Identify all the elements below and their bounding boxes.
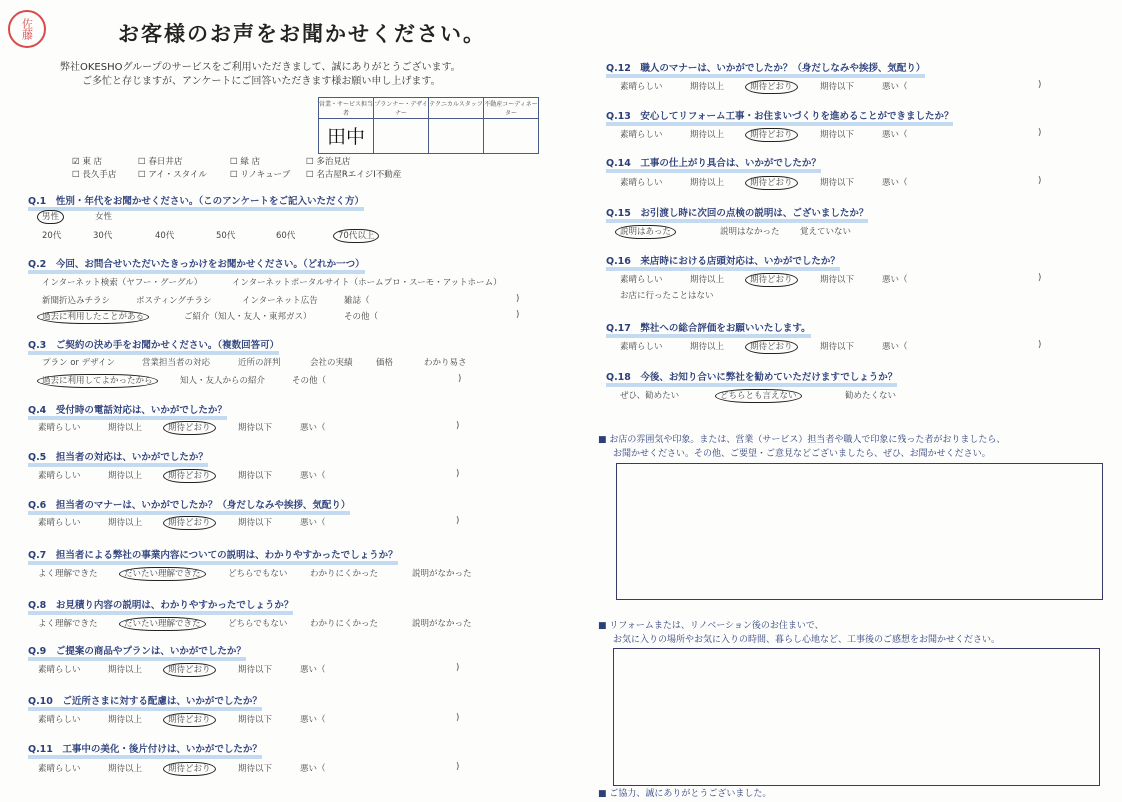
answer-option-label: 期待以上 (690, 342, 725, 352)
question-number: Q.13 (606, 111, 631, 122)
answer-option-label: 悪い（ (882, 275, 908, 285)
question-text: 来店時における店頭対応は、いかがでしたか？ (640, 256, 840, 267)
paren-close: ) (456, 762, 460, 772)
answer-option-label: 悪い（ (300, 471, 326, 481)
answer-option-label: 期待以下 (820, 275, 855, 285)
answer-option[interactable] (310, 617, 378, 629)
comment2-textarea[interactable] (613, 648, 1100, 786)
answer-option-selected: 期待どおり (163, 421, 216, 435)
q1-option[interactable]: 30代 (93, 231, 113, 241)
answer-option[interactable] (238, 663, 272, 675)
answer-option-label: どちらでもない (228, 569, 288, 579)
q1-option[interactable]: 60代 (276, 231, 296, 241)
answer-option[interactable] (238, 762, 272, 774)
answer-option[interactable] (690, 80, 724, 92)
answer-option-selected: 期待どおり (163, 663, 216, 677)
answer-option-label: どちらでもない (228, 619, 288, 629)
question-text: 担当者のマナーは、いかがでしたか？（身だしなみや挨拶、気配り） (55, 500, 351, 511)
answer-option[interactable] (720, 225, 780, 237)
question-title (28, 547, 398, 565)
answer-option[interactable] (168, 713, 216, 725)
answer-option[interactable] (168, 762, 216, 774)
question-text: 担当者による弊社の事業内容についての説明は、わかりやすかったでしょうか？ (55, 550, 398, 561)
answer-option[interactable] (124, 567, 206, 579)
answer-option[interactable] (690, 273, 724, 285)
paren-close: ) (1038, 273, 1042, 283)
q3-option[interactable]: わかり易さ (424, 358, 467, 368)
answer-option-label: 期待以下 (238, 764, 273, 774)
answer-option[interactable] (820, 176, 854, 188)
answer-option-label: 期待以下 (820, 342, 855, 352)
paren-close: ) (516, 294, 520, 304)
q2-option-selected[interactable]: 過去に利用したことがある (37, 310, 149, 324)
staff-name-handwritten: 田中 (326, 126, 365, 148)
answer-option-label: 悪い（ (882, 342, 908, 352)
answer-option[interactable] (300, 469, 326, 481)
answer-option[interactable] (820, 80, 854, 92)
q1-option[interactable]: 40代 (155, 231, 175, 241)
answer-option-label: わかりにくかった (310, 569, 379, 579)
answer-option[interactable] (168, 663, 216, 675)
answer-option-label: 素晴らしい (38, 518, 81, 528)
question-number: Q.17 (606, 323, 631, 334)
answer-option[interactable] (620, 80, 663, 92)
answer-option[interactable] (38, 516, 81, 528)
question-text: 担当者の対応は、いかがでしたか？ (55, 452, 208, 463)
answer-option[interactable] (750, 80, 798, 92)
answer-option-label: 期待以下 (820, 130, 855, 140)
question-number: Q.5 (28, 452, 47, 463)
question-title (606, 369, 897, 387)
question-text: 安心してリフォーム工事・お住まいづくりを進めることができましたか？ (640, 111, 954, 122)
staff-header: 営業・サービス担当者 (319, 98, 374, 119)
answer-option-label: 勧めたくない (845, 391, 897, 401)
answer-option[interactable] (820, 273, 854, 285)
answer-option[interactable] (882, 273, 908, 285)
answer-option[interactable] (238, 421, 272, 433)
intro-line-1: 弊社OKESHOグループのサービスをご利用いただきまして、誠にありがとうございます。 (60, 62, 461, 73)
store-label: リノキューブ (240, 170, 291, 180)
answer-option[interactable] (38, 713, 81, 725)
answer-option[interactable] (820, 340, 854, 352)
answer-option-label: 悪い（ (300, 665, 326, 675)
q1-title: Q.1 性別・年代をお聞かせください。（このアンケートをご記入いただく方） (28, 193, 364, 211)
answer-option-label: 素晴らしい (38, 471, 81, 481)
answer-option[interactable] (108, 469, 142, 481)
answer-option-label: 期待以下 (238, 518, 273, 528)
answer-option-selected: 期待どおり (745, 340, 798, 354)
answer-option[interactable] (168, 421, 216, 433)
question-text: ご近所さまに対する配慮は、いかがでしたか？ (62, 696, 262, 707)
question-text: お見積り内容の説明は、わかりやすかったでしょうか？ (55, 600, 294, 611)
staff-header: テクニカルスタッフ (429, 98, 484, 119)
store-label: 長久手店 (82, 170, 117, 180)
answer-option-selected: 期待どおり (163, 516, 216, 530)
answer-option[interactable] (882, 340, 908, 352)
q1-option[interactable]: 女性 (95, 212, 113, 222)
answer-option-selected: 期待どおり (745, 128, 798, 142)
answer-option[interactable] (108, 421, 142, 433)
answer-option-label: 素晴らしい (620, 178, 663, 188)
answer-option[interactable] (124, 617, 206, 629)
checkbox-icon[interactable]: ☐ (72, 170, 80, 180)
question-title (606, 253, 840, 271)
question-text: 受付時の電話対応は、いかがでしたか？ (55, 405, 227, 416)
store-label: 春日井店 (148, 157, 183, 167)
question-number: Q.4 (28, 405, 47, 416)
answer-option[interactable] (620, 389, 679, 401)
question-text: 今後、お知り合いに弊社を勧めていただけますでしょうか？ (640, 372, 898, 383)
question-number: Q.14 (606, 158, 631, 169)
answer-option[interactable] (690, 128, 724, 140)
paren-close: ) (458, 374, 462, 384)
answer-option-label: 期待以下 (238, 471, 273, 481)
answer-option[interactable] (750, 273, 798, 285)
answer-option[interactable] (620, 128, 663, 140)
answer-option-label: 素晴らしい (38, 665, 81, 675)
answer-option[interactable] (690, 176, 724, 188)
answer-option[interactable] (300, 516, 326, 528)
answer-option[interactable] (882, 128, 908, 140)
answer-option-label: 素晴らしい (620, 342, 663, 352)
question-number: Q.9 (28, 646, 47, 657)
answer-option-label: 期待以上 (108, 423, 143, 433)
store-option[interactable] (230, 155, 260, 167)
answer-option[interactable] (108, 663, 142, 675)
answer-option-label: 悪い（ (882, 130, 908, 140)
question-number: Q.10 (28, 696, 53, 707)
intro-line-2: ご多忙と存じますが、アンケートにご回答いただきます様お願い申し上げます。 (82, 76, 441, 87)
answer-option[interactable] (820, 128, 854, 140)
answer-option[interactable] (108, 713, 142, 725)
answer-option-label: 素晴らしい (620, 82, 663, 92)
answer-option[interactable] (228, 617, 287, 629)
answer-option[interactable]: お店に行ったことはない (620, 291, 714, 301)
answer-option[interactable] (168, 516, 216, 528)
question-text: ご提案の商品やプランは、いかがでしたか？ (55, 646, 246, 657)
question-number: Q.7 (28, 550, 47, 561)
question-number: Q.16 (606, 256, 631, 267)
answer-option-label: 期待以上 (108, 665, 143, 675)
paren-close: ) (456, 516, 460, 526)
question-text: お引渡し時に次回の点検の説明は、ございましたか？ (640, 208, 869, 219)
question-title (606, 108, 953, 126)
answer-option-selected: 期待どおり (745, 80, 798, 94)
answer-option[interactable] (300, 762, 326, 774)
answer-option[interactable] (38, 617, 98, 629)
checkbox-icon[interactable]: ☐ (230, 157, 238, 167)
question-title (28, 693, 262, 711)
answer-option[interactable] (412, 567, 472, 579)
answer-option[interactable] (620, 273, 663, 285)
q1-option[interactable]: 20代 (42, 231, 62, 241)
checkbox-icon[interactable]: ☐ (230, 170, 238, 180)
thanks-message: ■ ご協力、誠にありがとうございました。 (598, 789, 772, 799)
paren-close: ) (456, 713, 460, 723)
page-title: お客様のお声をお聞かせください。 (118, 22, 486, 46)
q2-option[interactable]: ご紹介（知人・友人・東邦ガス） (184, 312, 312, 322)
answer-option[interactable] (750, 340, 798, 352)
answer-option-selected: 期待どおり (163, 713, 216, 727)
answer-option[interactable] (168, 469, 216, 481)
answer-option[interactable] (300, 663, 326, 675)
answer-option[interactable] (38, 421, 81, 433)
q1-option[interactable]: 50代 (216, 231, 236, 241)
staff-cell[interactable] (429, 119, 484, 154)
paren-close: ) (456, 421, 460, 431)
answer-option[interactable] (690, 340, 724, 352)
checkbox-checked-icon[interactable]: ☑ (72, 157, 80, 167)
store-label: アイ・スタイル (148, 170, 207, 180)
q3-option[interactable]: 知人・友人からの紹介 (180, 376, 266, 386)
answer-option-label: 期待以下 (238, 715, 273, 725)
answer-option-label: 素晴らしい (38, 764, 81, 774)
question-text: 弊社への総合評価をお願いいたします。 (640, 323, 811, 334)
store-label: 多治見店 (316, 157, 351, 167)
comment1-heading-2: お聞かせください。その他、ご要望・ご意見などございましたら、ぜひ、お聞かせください。 (613, 449, 991, 459)
staff-cell[interactable] (374, 119, 429, 154)
answer-option[interactable] (300, 421, 326, 433)
answer-option[interactable] (800, 225, 851, 237)
q3-option-selected[interactable]: 過去に利用してよかったから (37, 374, 158, 388)
question-title (28, 449, 208, 467)
answer-option-label: 期待以下 (238, 665, 273, 675)
paren-close: ) (516, 310, 520, 320)
answer-option-label: 期待以上 (690, 178, 725, 188)
question-number: Q.15 (606, 208, 631, 219)
answer-option-label: 素晴らしい (38, 715, 81, 725)
answer-option[interactable] (720, 389, 802, 401)
staff-header: 不動産コーディネーター (484, 98, 539, 119)
q2-option[interactable]: 新聞折込みチラシ (42, 296, 111, 306)
answer-option[interactable] (38, 567, 98, 579)
question-title (606, 155, 821, 173)
paren-close: ) (1038, 128, 1042, 138)
q3-option[interactable]: その他（ (292, 376, 327, 386)
answer-option-selected: 期待どおり (745, 176, 798, 190)
question-number: Q.8 (28, 600, 47, 611)
q1-option[interactable]: 男性 (37, 210, 64, 224)
paren-close: ) (1038, 176, 1042, 186)
q2-title: Q.2 今回、お問合せいただいたきっかけをお聞かせください。（どれか一つ） (28, 256, 365, 274)
answer-option[interactable] (238, 469, 272, 481)
answer-option-label: 期待以下 (820, 82, 855, 92)
answer-option-label: 期待以上 (108, 471, 143, 481)
question-number: Q.11 (28, 744, 53, 755)
paren-close: ) (1038, 80, 1042, 90)
answer-option-label: 期待以上 (690, 82, 725, 92)
answer-option-label: 悪い（ (300, 715, 326, 725)
answer-option[interactable] (750, 128, 798, 140)
store-label: 名古屋RエイジI不動産 (316, 170, 402, 180)
question-title (606, 205, 868, 223)
question-number: Q.12 (606, 63, 631, 74)
answer-option[interactable] (38, 762, 81, 774)
q3-option[interactable]: 価格 (376, 358, 394, 368)
q2-option[interactable]: インターネット広告 (242, 296, 318, 306)
answer-option-label: 期待以下 (820, 178, 855, 188)
answer-option-label: 説明はなかった (720, 227, 780, 237)
q1-option-selected[interactable]: 70代以上 (333, 229, 379, 243)
store-label: 東 店 (82, 157, 103, 167)
question-title (28, 597, 293, 615)
staff-table (318, 97, 539, 154)
q2-option[interactable]: 雑誌（ (344, 296, 370, 306)
question-title (28, 643, 246, 661)
answer-option[interactable] (310, 567, 378, 579)
seal-stamp: 佐藤 (8, 10, 46, 48)
question-text: 職人のマナーは、いかがでしたか？（身だしなみや挨拶、気配り） (640, 63, 926, 74)
question-number: Q.6 (28, 500, 47, 511)
answer-option-selected: だいたい理解できた (119, 617, 206, 631)
answer-option-label: 期待以上 (108, 764, 143, 774)
store-option[interactable] (306, 155, 350, 167)
paren-close: ) (456, 663, 460, 673)
answer-option[interactable] (882, 80, 908, 92)
answer-option-label: 説明がなかった (412, 569, 472, 579)
answer-option-label: 期待以上 (108, 518, 143, 528)
answer-option[interactable] (620, 176, 663, 188)
answer-option-label: 期待以上 (108, 715, 143, 725)
answer-option-selected: だいたい理解できた (119, 567, 206, 581)
store-option[interactable] (72, 168, 116, 180)
store-option[interactable] (138, 155, 182, 167)
answer-option-selected: 期待どおり (745, 273, 798, 287)
answer-option-label: 悪い（ (300, 764, 326, 774)
question-title (28, 741, 262, 759)
staff-cell[interactable] (319, 119, 374, 154)
answer-option[interactable] (845, 389, 896, 401)
answer-option-label: よく理解できた (38, 619, 98, 629)
q3-option[interactable]: プラン or デザイン (42, 358, 116, 368)
answer-option-label: 悪い（ (300, 518, 326, 528)
answer-option-label: 悪い（ (882, 178, 908, 188)
answer-option[interactable] (38, 663, 81, 675)
answer-option[interactable] (750, 176, 798, 188)
store-option[interactable] (230, 168, 290, 180)
answer-option-label: 期待以上 (690, 275, 725, 285)
staff-cell[interactable] (484, 119, 539, 154)
checkbox-icon[interactable]: ☐ (138, 170, 146, 180)
q2-option[interactable]: ポスティングチラシ (136, 296, 212, 306)
question-text: 工事の仕上がり具合は、いかがでしたか？ (640, 158, 821, 169)
q3-title: Q.3 ご契約の決め手をお聞かせください。（複数回答可） (28, 337, 279, 355)
checkbox-icon[interactable]: ☐ (306, 157, 314, 167)
paren-close: ) (1038, 340, 1042, 350)
answer-option[interactable] (108, 516, 142, 528)
answer-option-selected: 期待どおり (163, 469, 216, 483)
q3-option[interactable]: 近所の評判 (238, 358, 281, 368)
answer-option-label: 悪い（ (882, 82, 908, 92)
answer-option[interactable] (228, 567, 287, 579)
answer-option[interactable] (412, 617, 472, 629)
answer-option-label: 悪い（ (300, 423, 326, 433)
q3-option[interactable]: 営業担当者の対応 (142, 358, 211, 368)
staff-header: プランナー・デザイナー (374, 98, 429, 119)
answer-option[interactable] (238, 516, 272, 528)
store-label: 緑 店 (240, 157, 261, 167)
answer-option-label: 素晴らしい (620, 275, 663, 285)
store-option[interactable] (138, 168, 207, 180)
comment2-heading-2: お気に入りの場所やお気に入りの時間、暮らし心地など、工事後のご感想をお聞かせください。 (613, 635, 1001, 645)
comment1-heading: ■ お店の雰囲気や印象。または、営業（サービス）担当者や職人で印象に残った者がおりましたら、 (598, 435, 1006, 445)
answer-option-label: わかりにくかった (310, 619, 379, 629)
answer-option-label: ぜひ、勧めたい (620, 391, 680, 401)
q2-option[interactable]: インターネットポータルサイト（ホームプロ・スーモ・アットホーム） (232, 278, 502, 288)
q2-option[interactable]: その他（ (344, 312, 379, 322)
answer-option-selected: 期待どおり (163, 762, 216, 776)
answer-option-selected: 説明はあった (615, 225, 676, 239)
store-option[interactable] (306, 168, 401, 180)
answer-option[interactable] (620, 340, 663, 352)
answer-option-label: よく理解できた (38, 569, 98, 579)
answer-option-label: 素晴らしい (620, 130, 663, 140)
checkbox-icon[interactable]: ☐ (138, 157, 146, 167)
question-title (606, 320, 811, 338)
comment2-heading: ■ リフォームまたは、リノベーション後のお住まいで、 (598, 621, 824, 631)
question-title (28, 402, 227, 420)
answer-option-label: 素晴らしい (38, 423, 81, 433)
answer-option-selected: どちらとも言えない (715, 389, 802, 403)
question-text: 工事中の美化・後片付けは、いかがでしたか？ (62, 744, 262, 755)
store-option[interactable] (72, 155, 102, 167)
q2-option[interactable]: インターネット検索（ヤフー・グーグル） (42, 278, 203, 288)
q3-option[interactable]: 会社の実績 (310, 358, 353, 368)
answer-option-label: 覚えていない (800, 227, 852, 237)
question-title (606, 60, 925, 78)
answer-option[interactable] (108, 762, 142, 774)
paren-close: ) (456, 469, 460, 479)
answer-option[interactable] (238, 713, 272, 725)
comment1-textarea[interactable] (616, 463, 1103, 600)
answer-option[interactable] (38, 469, 81, 481)
question-number: Q.18 (606, 372, 631, 383)
answer-option[interactable] (620, 225, 676, 237)
answer-option-label: 期待以上 (690, 130, 725, 140)
checkbox-icon[interactable]: ☐ (306, 170, 314, 180)
answer-option-label: 期待以下 (238, 423, 273, 433)
question-title (28, 497, 350, 515)
answer-option[interactable] (300, 713, 326, 725)
answer-option[interactable] (882, 176, 908, 188)
answer-option-label: 説明がなかった (412, 619, 472, 629)
